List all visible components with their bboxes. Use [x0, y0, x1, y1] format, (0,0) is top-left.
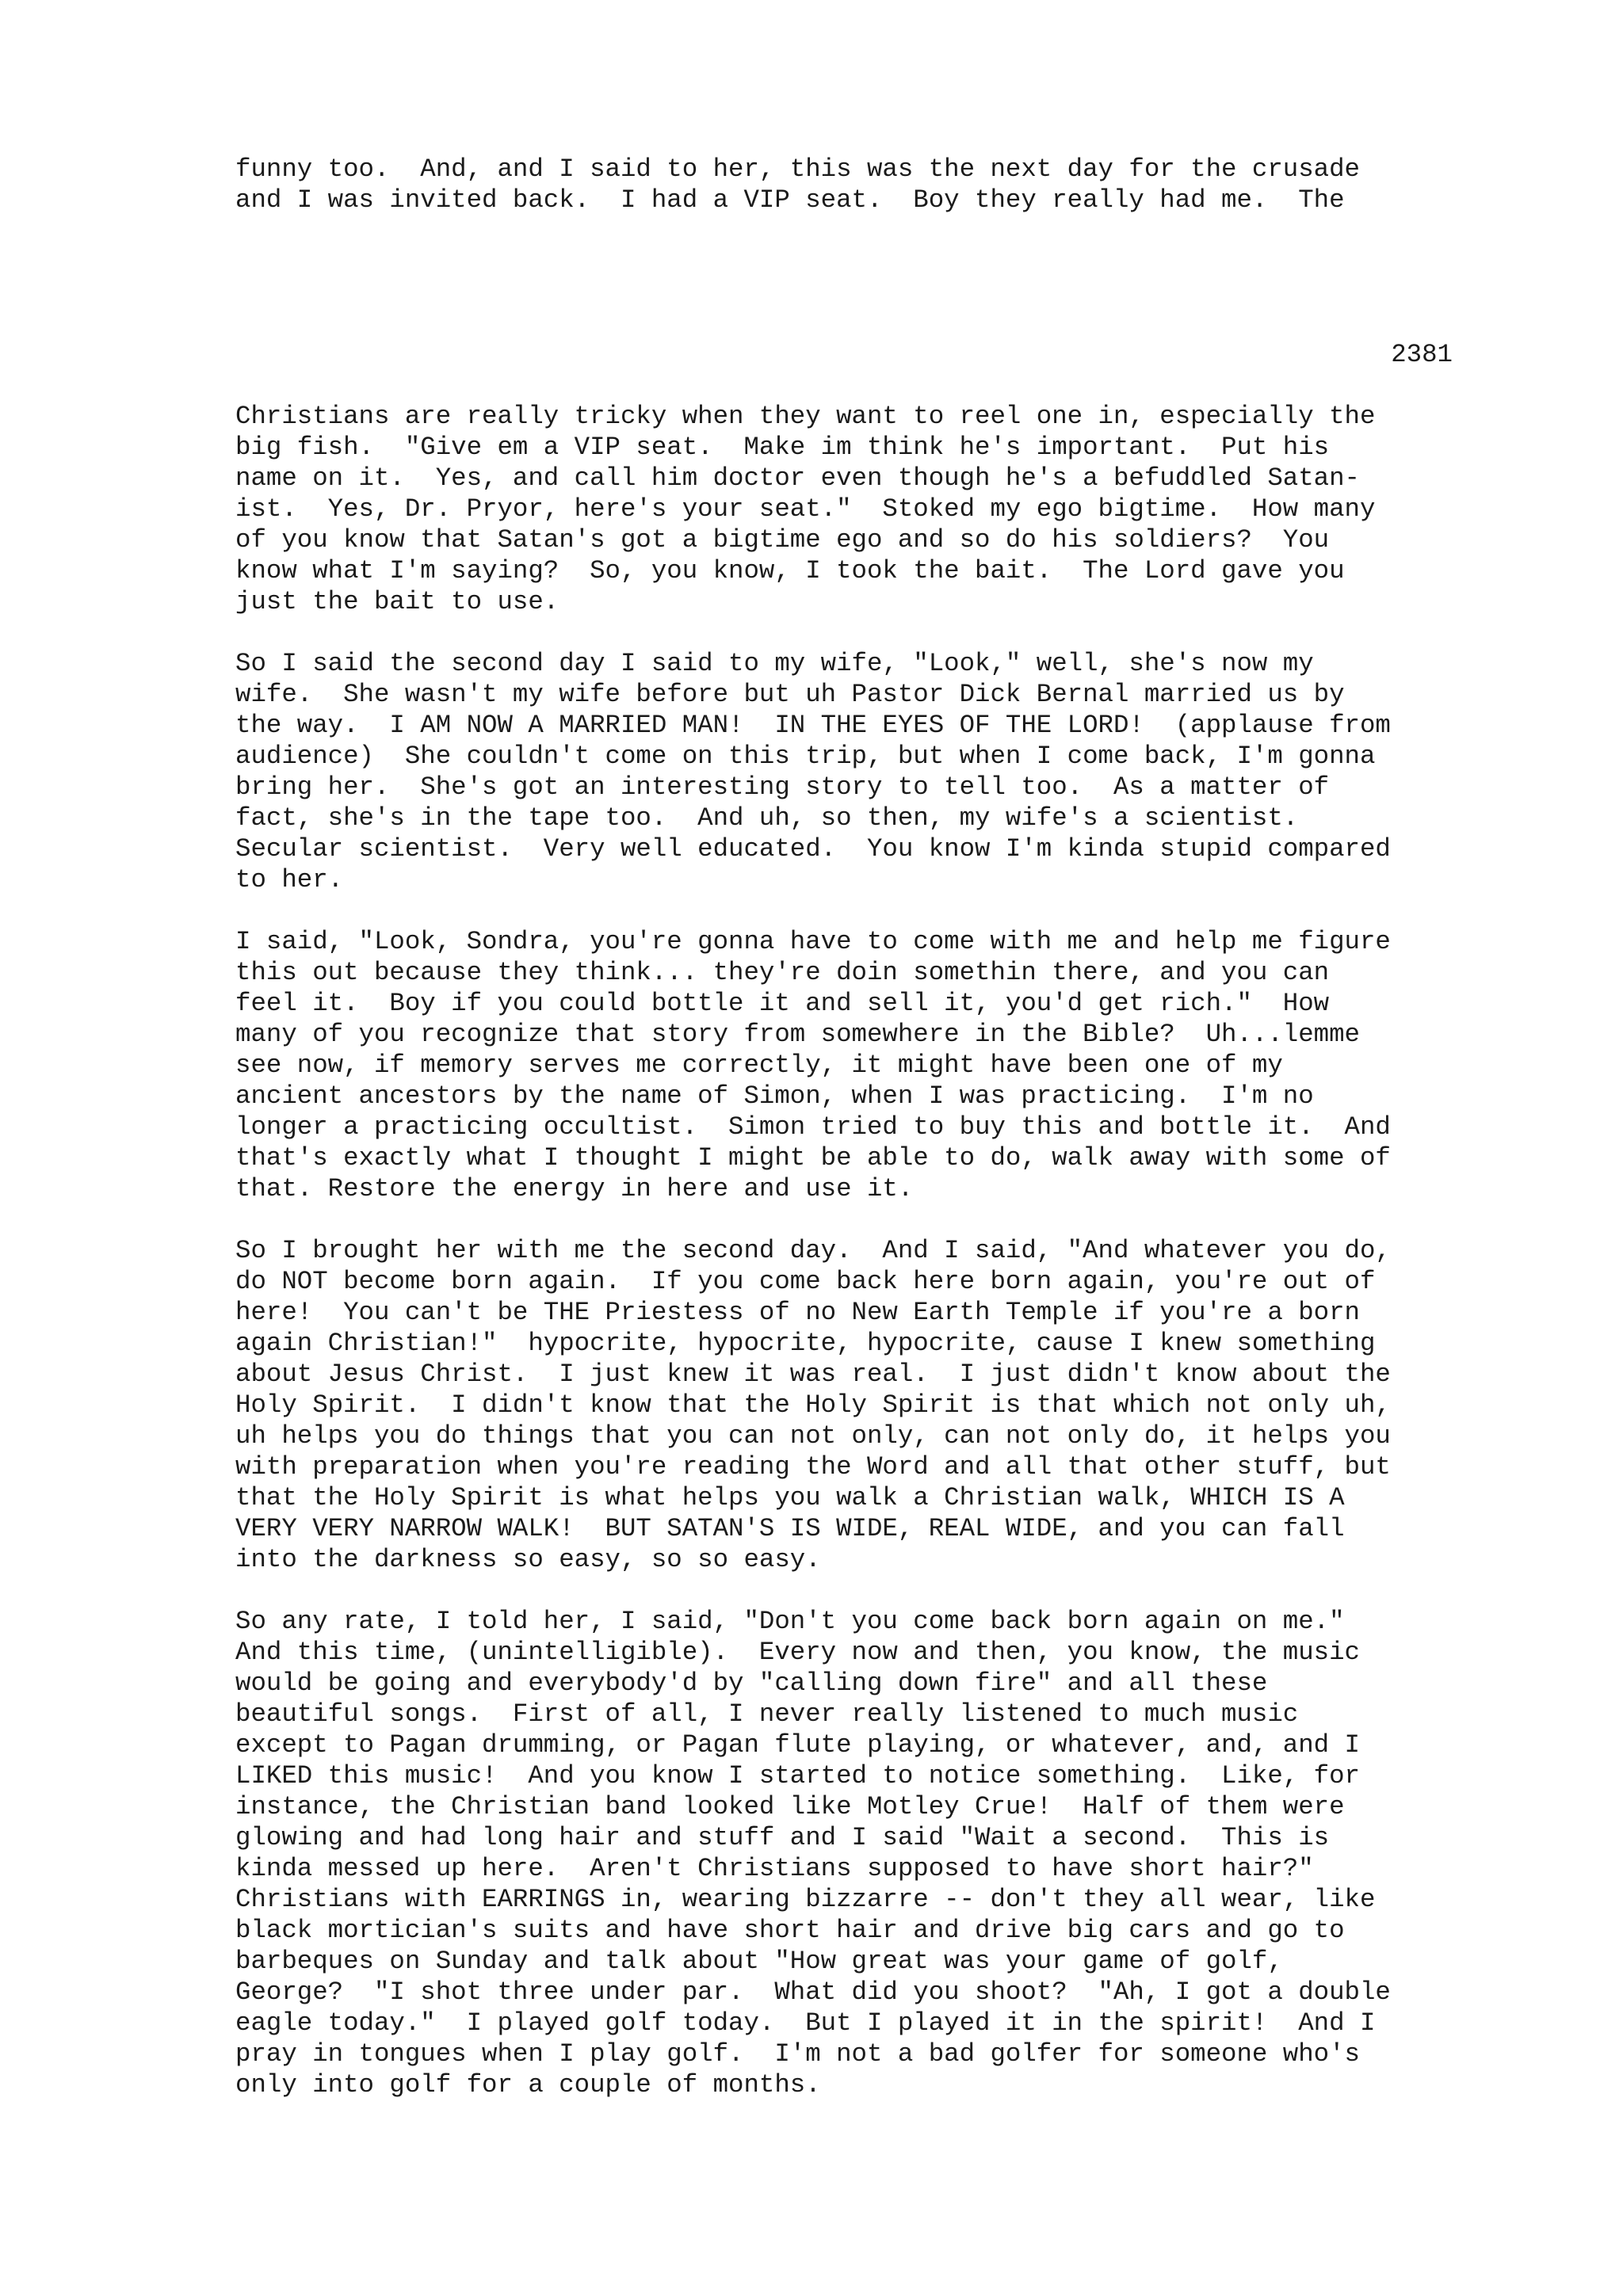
transcript-body-text: Christians are really tricky when they want to reel one in, especially the big fish. "Give em a VIP seat. Make im think he's important. Put his name on it. Yes, and call him doctor even though he's a befuddled Satan- ist. Yes, Dr. Pryor, here's your seat." Stoked my ego bigtime. How many of you know that Satan's got a bigtime ego and so do his soldiers? You know what I'm saying? So, you know, I took the bait. The Lord gave you just the bait to use. So I said the second day I said to my wife, "Look," well, she's now my wife. She wasn't my wife before but uh Pastor Dick Bernal married us by the way. I AM NOW A MARRIED MAN! IN THE EYES OF THE LORD! (applause from audience) She couldn't come on this trip, but when I come back, I'm gonna bring her. She's got an interesting story to tell too. As a matter of fact, she's in the tape too. And uh, so then, my wife's a scientist. Secular scientist. Very well educated. You know I'm kinda stupid compared to her. I said, "Look, Sondra, you're gonna have to come with me and help me figure this out because they think... they're doin somethin there, and you can feel it. Boy if you could bottle it and sell it, you'd get rich." How many of you recognize that story from somewhere in the Bible? Uh...lemme see now, if memory serves me correctly, it might have been one of my ancient ancestors by the name of Simon, when I was practicing. I'm no longer a practicing occultist. Simon tried to buy this and bottle it. And that's exactly what I thought I might be able to do, walk away with some of that. Restore the energy in here and use it. So I brought her with me the second day. And I said, "And whatever you do, do NOT become born again. If you come back here born again, you're out of here! You can't be THE Priestess of no New Earth Temple if you're a born again Christian!" hypocrite, hypocrite, hypocrite, cause I knew something about Jesus Christ. I just knew it was real. I just didn't know about the Holy Spirit. I didn't know that the Holy Spirit is that which not only uh, uh helps you do things that you can not only, can not only do, it helps you with preparation when you're reading the Word and all that other stuff, but that the Holy Spirit is what helps you walk a Christian walk, WHICH IS A VERY VERY NARROW WALK! BUT SATAN'S IS WIDE, REAL WIDE, and you can fall into the darkness so easy, so so easy. So any rate, I told her, I said, "Don't you come back born again on me." And this time, (unintelligible). Every now and then, you know, the music would be going and everybody'd by "calling down fire" and all these beautiful songs. First of all, I never really listened to much music except to Pagan drumming, or Pagan flute playing, or whatever, and, and I LIKED this music! And you know I started to notice something. Like, for instance, the Christian band looked like Motley Crue! Half of them were glowing and had long hair and stuff and I said "Wait a second. This is kinda messed up here. Aren't Christians supposed to have short hair?" Christians with EARRINGS in, wearing bizzarre -- don't they all wear, like black mortician's suits and have short hair and drive big cars and go to barbeques on Sunday and talk about "How great was your game of golf, George? "I shot three under par. What did you shoot? "Ah, I got a double eagle today." I played golf today. But I played it in the spirit! And I pray in tongues when I play golf. I'm not a bad golfer for someone who's only into golf for a couple of months.: [235, 402, 1391, 2100]
page-number: 2381: [1391, 340, 1453, 369]
page-top-text-fragment: funny too. And, and I said to her, this was the next day for the crusade and I was invited back. I had a VIP seat. Boy they really had me. The: [235, 154, 1360, 215]
